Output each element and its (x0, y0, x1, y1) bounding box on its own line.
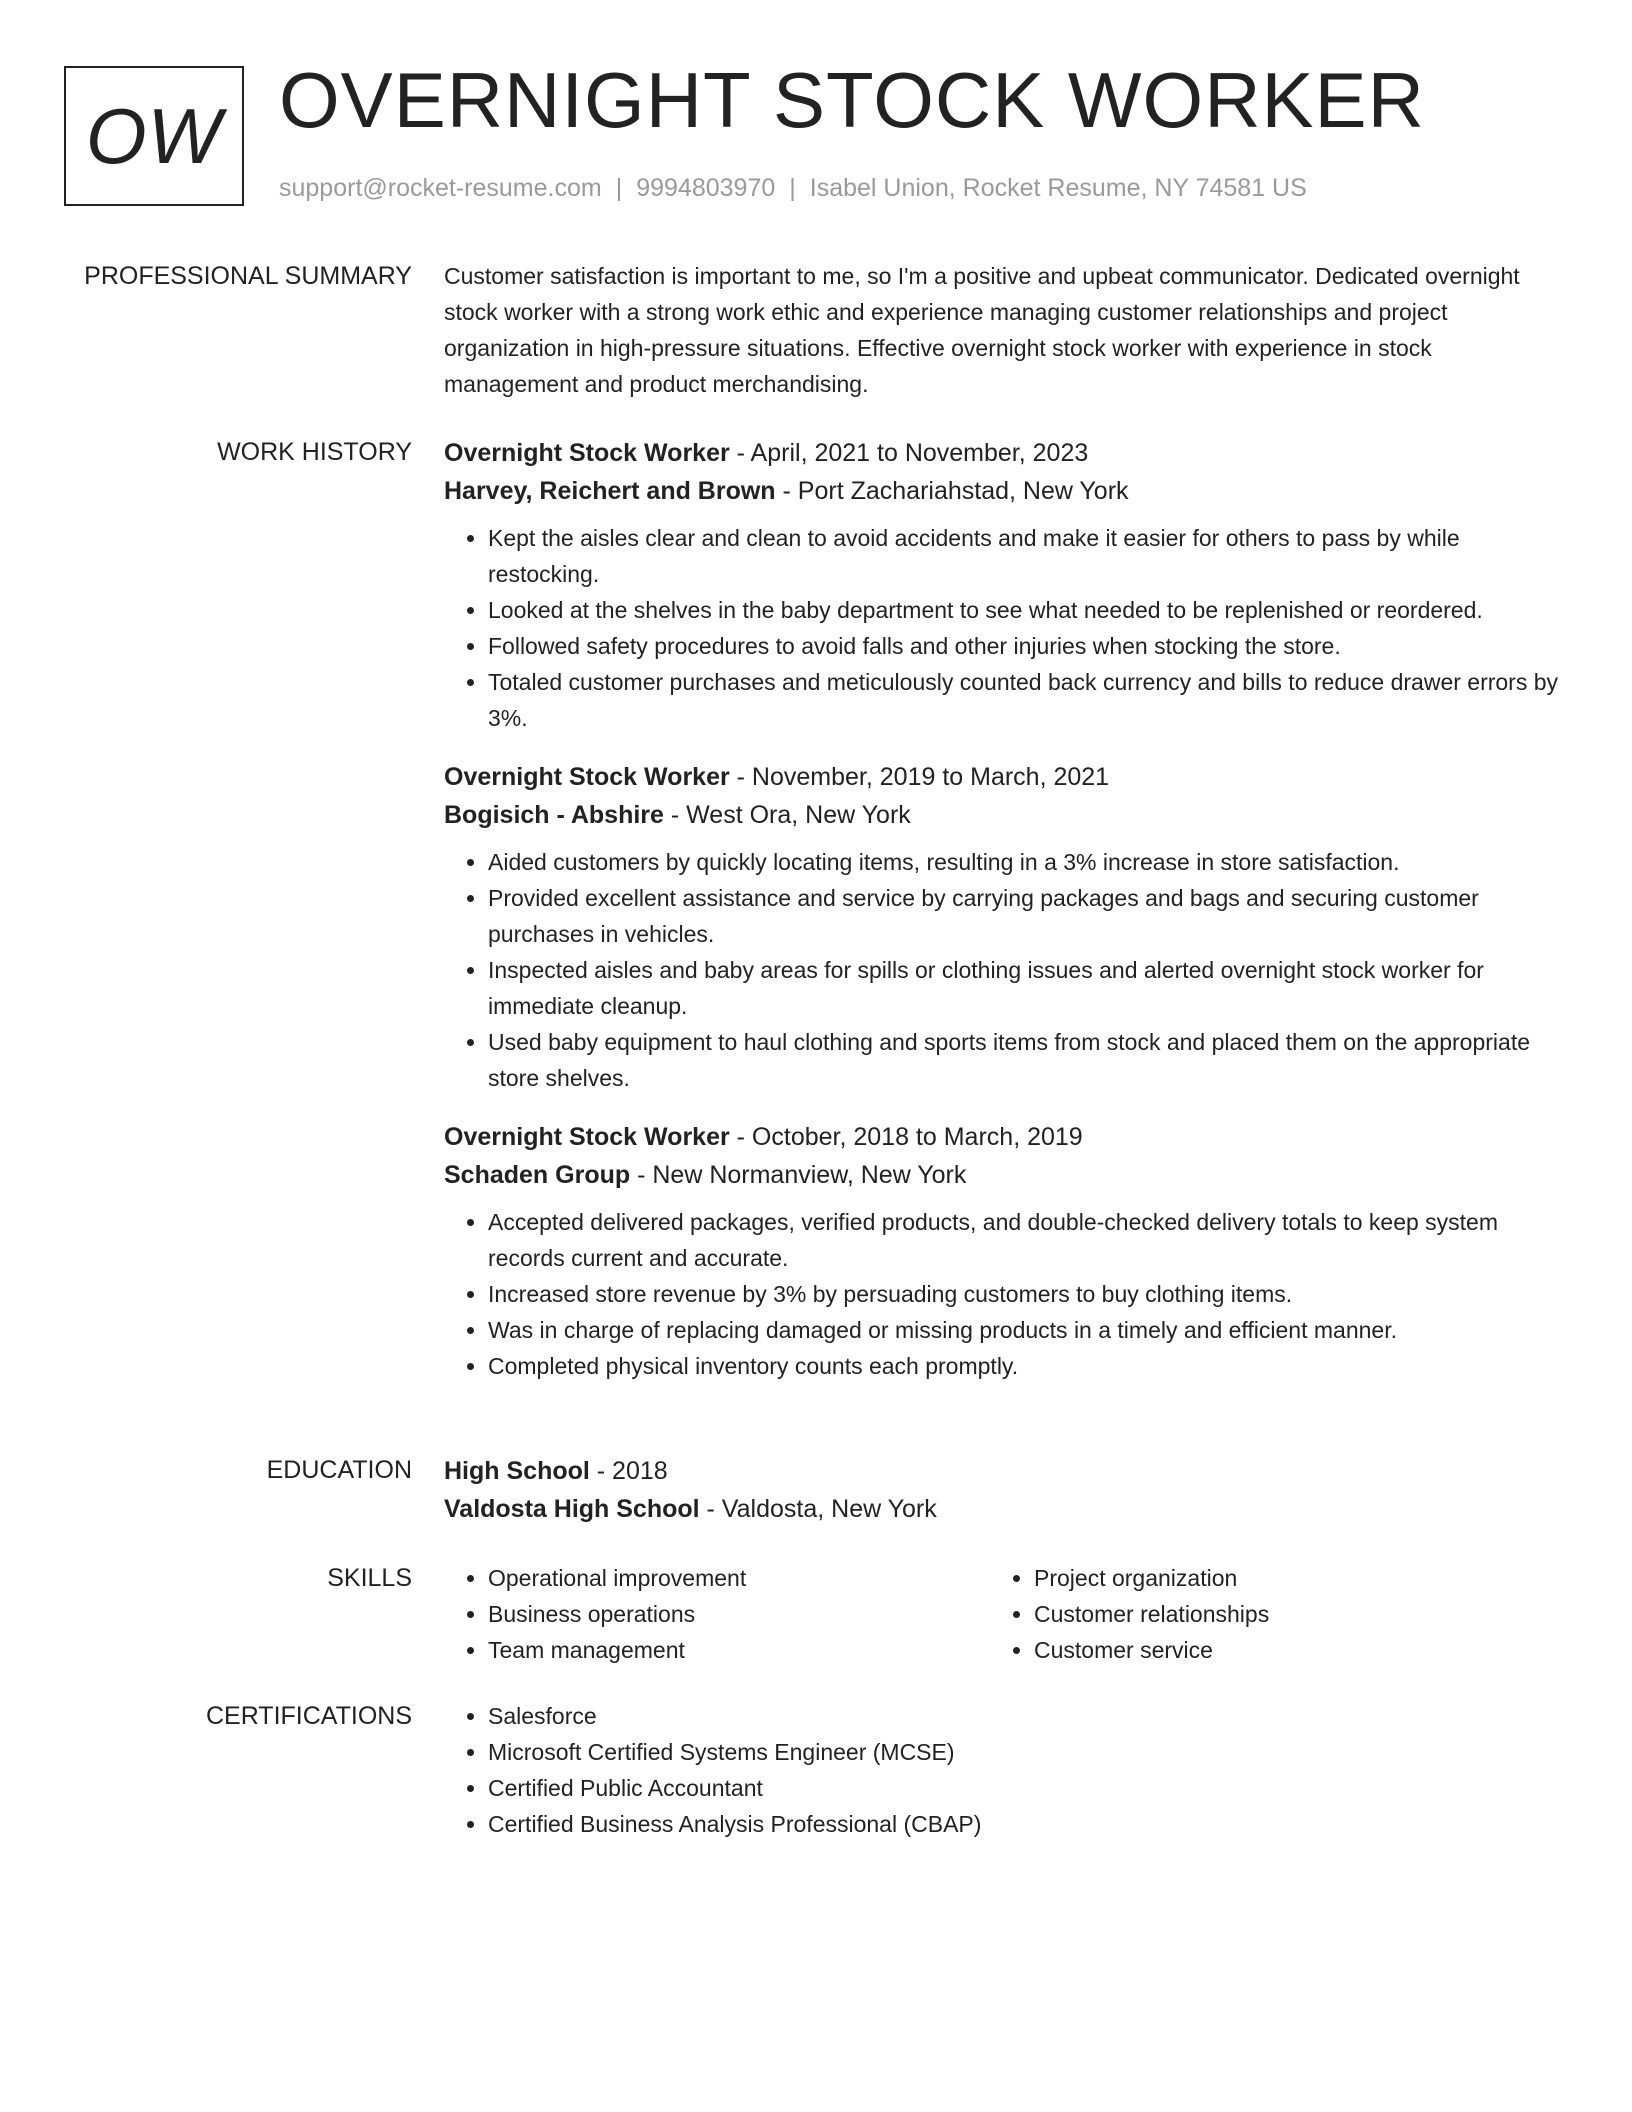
job-entry (444, 1118, 1560, 1384)
job-bullet: • Provided excellent assistance and service by carrying packages and bags and securing customer purchases in vehicles. (488, 880, 1560, 952)
company-name: Bogisich - Abshire (444, 801, 664, 829)
section-label-certifications: CERTIFICATIONS (205, 1702, 412, 1730)
contact-line (279, 174, 1307, 203)
address-text: Isabel Union, Rocket Resume, NY 74581 US (809, 174, 1307, 202)
job-bullet: • Inspected aisles and baby areas for spills or clothing issues and alerted overnight stock worker for immediate cleanup. (488, 952, 1560, 1024)
company-name: Harvey, Reichert and Brown (444, 477, 776, 505)
company-location: - West Ora, New York (663, 801, 911, 829)
contact-separator: | (615, 174, 623, 202)
job-title: Overnight Stock Worker (444, 763, 730, 791)
certification-item: • Certified Public Accountant (488, 1770, 1560, 1806)
job-bullet: • Increased store revenue by 3% by persuading customers to buy clothing items. (488, 1276, 1560, 1312)
email-link[interactable]: support@rocket-resume.com (279, 174, 602, 202)
job-dates: - November, 2019 to March, 2021 (729, 763, 1110, 791)
section-label-summary: PROFESSIONAL SUMMARY (84, 262, 412, 290)
job-bullet: • Aided customers by quickly locating items, resulting in a 3% increase in store satisfaction. (488, 844, 1560, 880)
skill-item: • Customer relationships (1034, 1596, 1536, 1632)
job-dates: - October, 2018 to March, 2019 (729, 1123, 1083, 1151)
certification-item: • Salesforce (488, 1698, 1560, 1734)
initials-monogram (64, 66, 244, 206)
job-bullet: • Kept the aisles clear and clean to avoid accidents and make it easier for others to pass by while restocking. (488, 520, 1560, 592)
phone-text: 9994803970 (636, 174, 776, 202)
skill-item: • Team management (488, 1632, 990, 1668)
section-label-work-history: WORK HISTORY (217, 438, 412, 466)
skill-item: • Business operations (488, 1596, 990, 1632)
job-bullet: • Was in charge of replacing damaged or missing products in a timely and efficient manner. (488, 1312, 1560, 1348)
summary-text: Customer satisfaction is important to me, so I'm a positive and upbeat communicator. Dedicated overnight stock worker with a strong work ethic and experience managing customer relationships and project organization in high-pressure situations. Effective overnight stock worker with experience in stock management and product merchandising. (444, 263, 1520, 397)
section-label-education: EDUCATION (266, 1456, 412, 1484)
degree-name: High School (444, 1457, 590, 1485)
job-bullet: • Accepted delivered packages, verified products, and double-checked delivery totals to keep system records current and accurate. (488, 1204, 1560, 1276)
contact-separator: | (789, 174, 796, 202)
skill-item: • Project organization (1034, 1560, 1536, 1596)
skill-item: • Customer service (1034, 1632, 1536, 1668)
company-location: - Port Zachariahstad, New York (775, 477, 1129, 505)
school-name: Valdosta High School (444, 1495, 700, 1523)
job-title: Overnight Stock Worker (444, 439, 730, 467)
company-location: - New Normanview, New York (630, 1161, 967, 1189)
job-bullet: • Followed safety procedures to avoid falls and other injuries when stocking the store. (488, 628, 1560, 664)
company-name: Schaden Group (444, 1161, 631, 1189)
job-bullet: • Totaled customer purchases and meticulously counted back currency and bills to reduce drawer errors by 3%. (488, 664, 1560, 736)
skill-item: • Operational improvement (488, 1560, 990, 1596)
job-dates: - April, 2021 to November, 2023 (729, 439, 1089, 467)
job-entry (444, 758, 1560, 1096)
initials-text: OW (85, 91, 223, 180)
job-entry (444, 434, 1560, 736)
section-label-skills: SKILLS (327, 1564, 412, 1592)
job-bullet: • Used baby equipment to haul clothing and sports items from stock and placed them on the appropriate store shelves. (488, 1024, 1560, 1096)
job-bullet: • Looked at the shelves in the baby department to see what needed to be replenished or reordered. (488, 592, 1560, 628)
job-title: Overnight Stock Worker (444, 1123, 730, 1151)
certification-item: • Microsoft Certified Systems Engineer (MCSE) (488, 1734, 1560, 1770)
certification-item: • Certified Business Analysis Professional (CBAP) (488, 1806, 1560, 1842)
graduation-year: - 2018 (589, 1457, 668, 1485)
school-location: - Valdosta, New York (699, 1495, 937, 1523)
resume-name-title: OVERNIGHT STOCK WORKER (279, 56, 1425, 144)
job-bullet: • Completed physical inventory counts each promptly. (488, 1348, 1560, 1384)
